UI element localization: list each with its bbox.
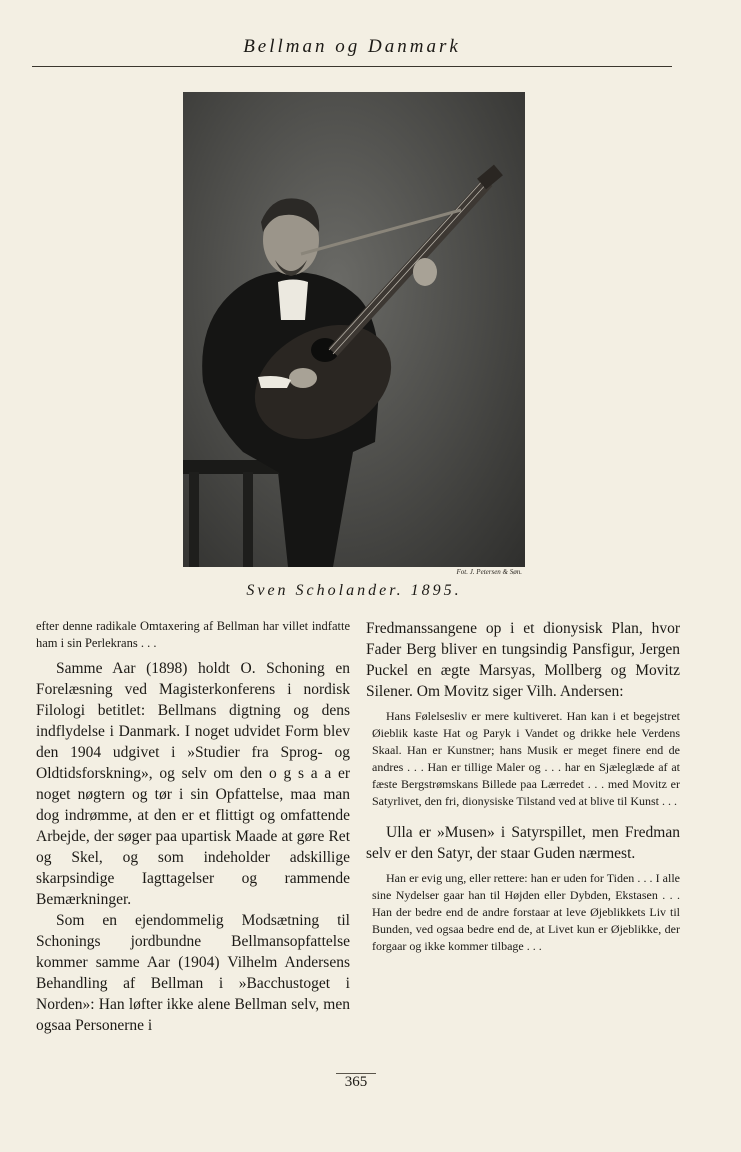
header-rule [32, 66, 672, 67]
left-hand [413, 258, 437, 286]
lute-string [333, 182, 488, 354]
paragraph: Som en ejendommelig Modsætning til Schonings jordbundne Bellmansopfattelse kommer samme Aar (1904) Vilhelm Andersens Behandling af Bellman i »Bacchustoget i Norden»: Han løfter ikke alene Bellman selv, men ogsaa Personerne i [36, 912, 350, 1034]
portrait-photograph [183, 92, 525, 567]
portrait-illustration [183, 92, 525, 567]
paragraph: Ulla er »Musen» i Satyrspillet, men Fredman selv er den Satyr, der staar Guden nærmest. [366, 824, 680, 862]
paragraph-continuation: efter denne radikale Omtaxering af Bellman har villet indfatte ham i sin Perlekrans . . . [36, 619, 350, 650]
stool-leg-left [189, 472, 199, 567]
right-column [366, 618, 680, 967]
right-hand [289, 368, 317, 388]
page-number: 365 [344, 1074, 368, 1090]
block-quote: Han er evig ung, eller rettere: han er uden for Tiden . . . I alle sine Nydelser gaar han til Højden eller Dybden, Ekstasen . . . Han der bedre end de andre forstaar at leve Øjeblikkets Liv til Bunden, ved ogsaa bedre end de, at Livet kun er Øjeblikke, der forgaar og ikke kommer tilbage . . . [372, 871, 680, 953]
left-column [36, 618, 350, 1036]
figure-caption: Sven Scholander. 1895. [246, 582, 462, 599]
paragraph: Fredmanssangene op i et dionysisk Plan, hvor Fader Berg bliver en tungsindig Pansfigur, Jergen Puckel en ægte Marsyas, Mollberg og Movitz Silener. Om Movitz siger Vilh. Andersen: [366, 620, 680, 700]
paragraph: Samme Aar (1898) holdt O. Schoning en Forelæsning ved Magisterkonferens i nordisk Filologi betitlet: Bellmans digtning og dens indflydelse i Danmark. I noget udvidet Form blev den 1904 udgivet i »Studier fra Sprog- og Oldtidsforskning», og selv om den o g s a a er noget nøgtern og tør i sin Opfattelse, maa man dog indrømme, at den er et flittigt og omfattende Arbejde, der søger paa upartisk Maade at gøre Ret og Skel, og som indeholder adskillige skarpsindige Iagttagelser og rammende Bemærkninger. [36, 660, 350, 908]
running-header: Bellman og Danmark [243, 36, 461, 57]
photo-credit: Fot. J. Petersen & Søn. [456, 568, 522, 576]
shirt-front [278, 280, 308, 321]
block-quote: Hans Følelsesliv er mere kultiveret. Han kan i et begejstret Øieblik kaste Hat og Paryk i Vandet og drikke hele Verdens Skaal. Han er Kunstner; hans Musik er meget finere end de andres . . . Han er tillige Maler og . . . har en Sjæleglæde af at fæste Bergstrømskans Billede paa Lærredet . . . med Movitz er Satyrlivet, den fri, dionysiske Tilstand ved at blive til Kunst . . . [372, 709, 680, 808]
lute-string [329, 178, 485, 350]
stool-leg-right [243, 472, 253, 567]
